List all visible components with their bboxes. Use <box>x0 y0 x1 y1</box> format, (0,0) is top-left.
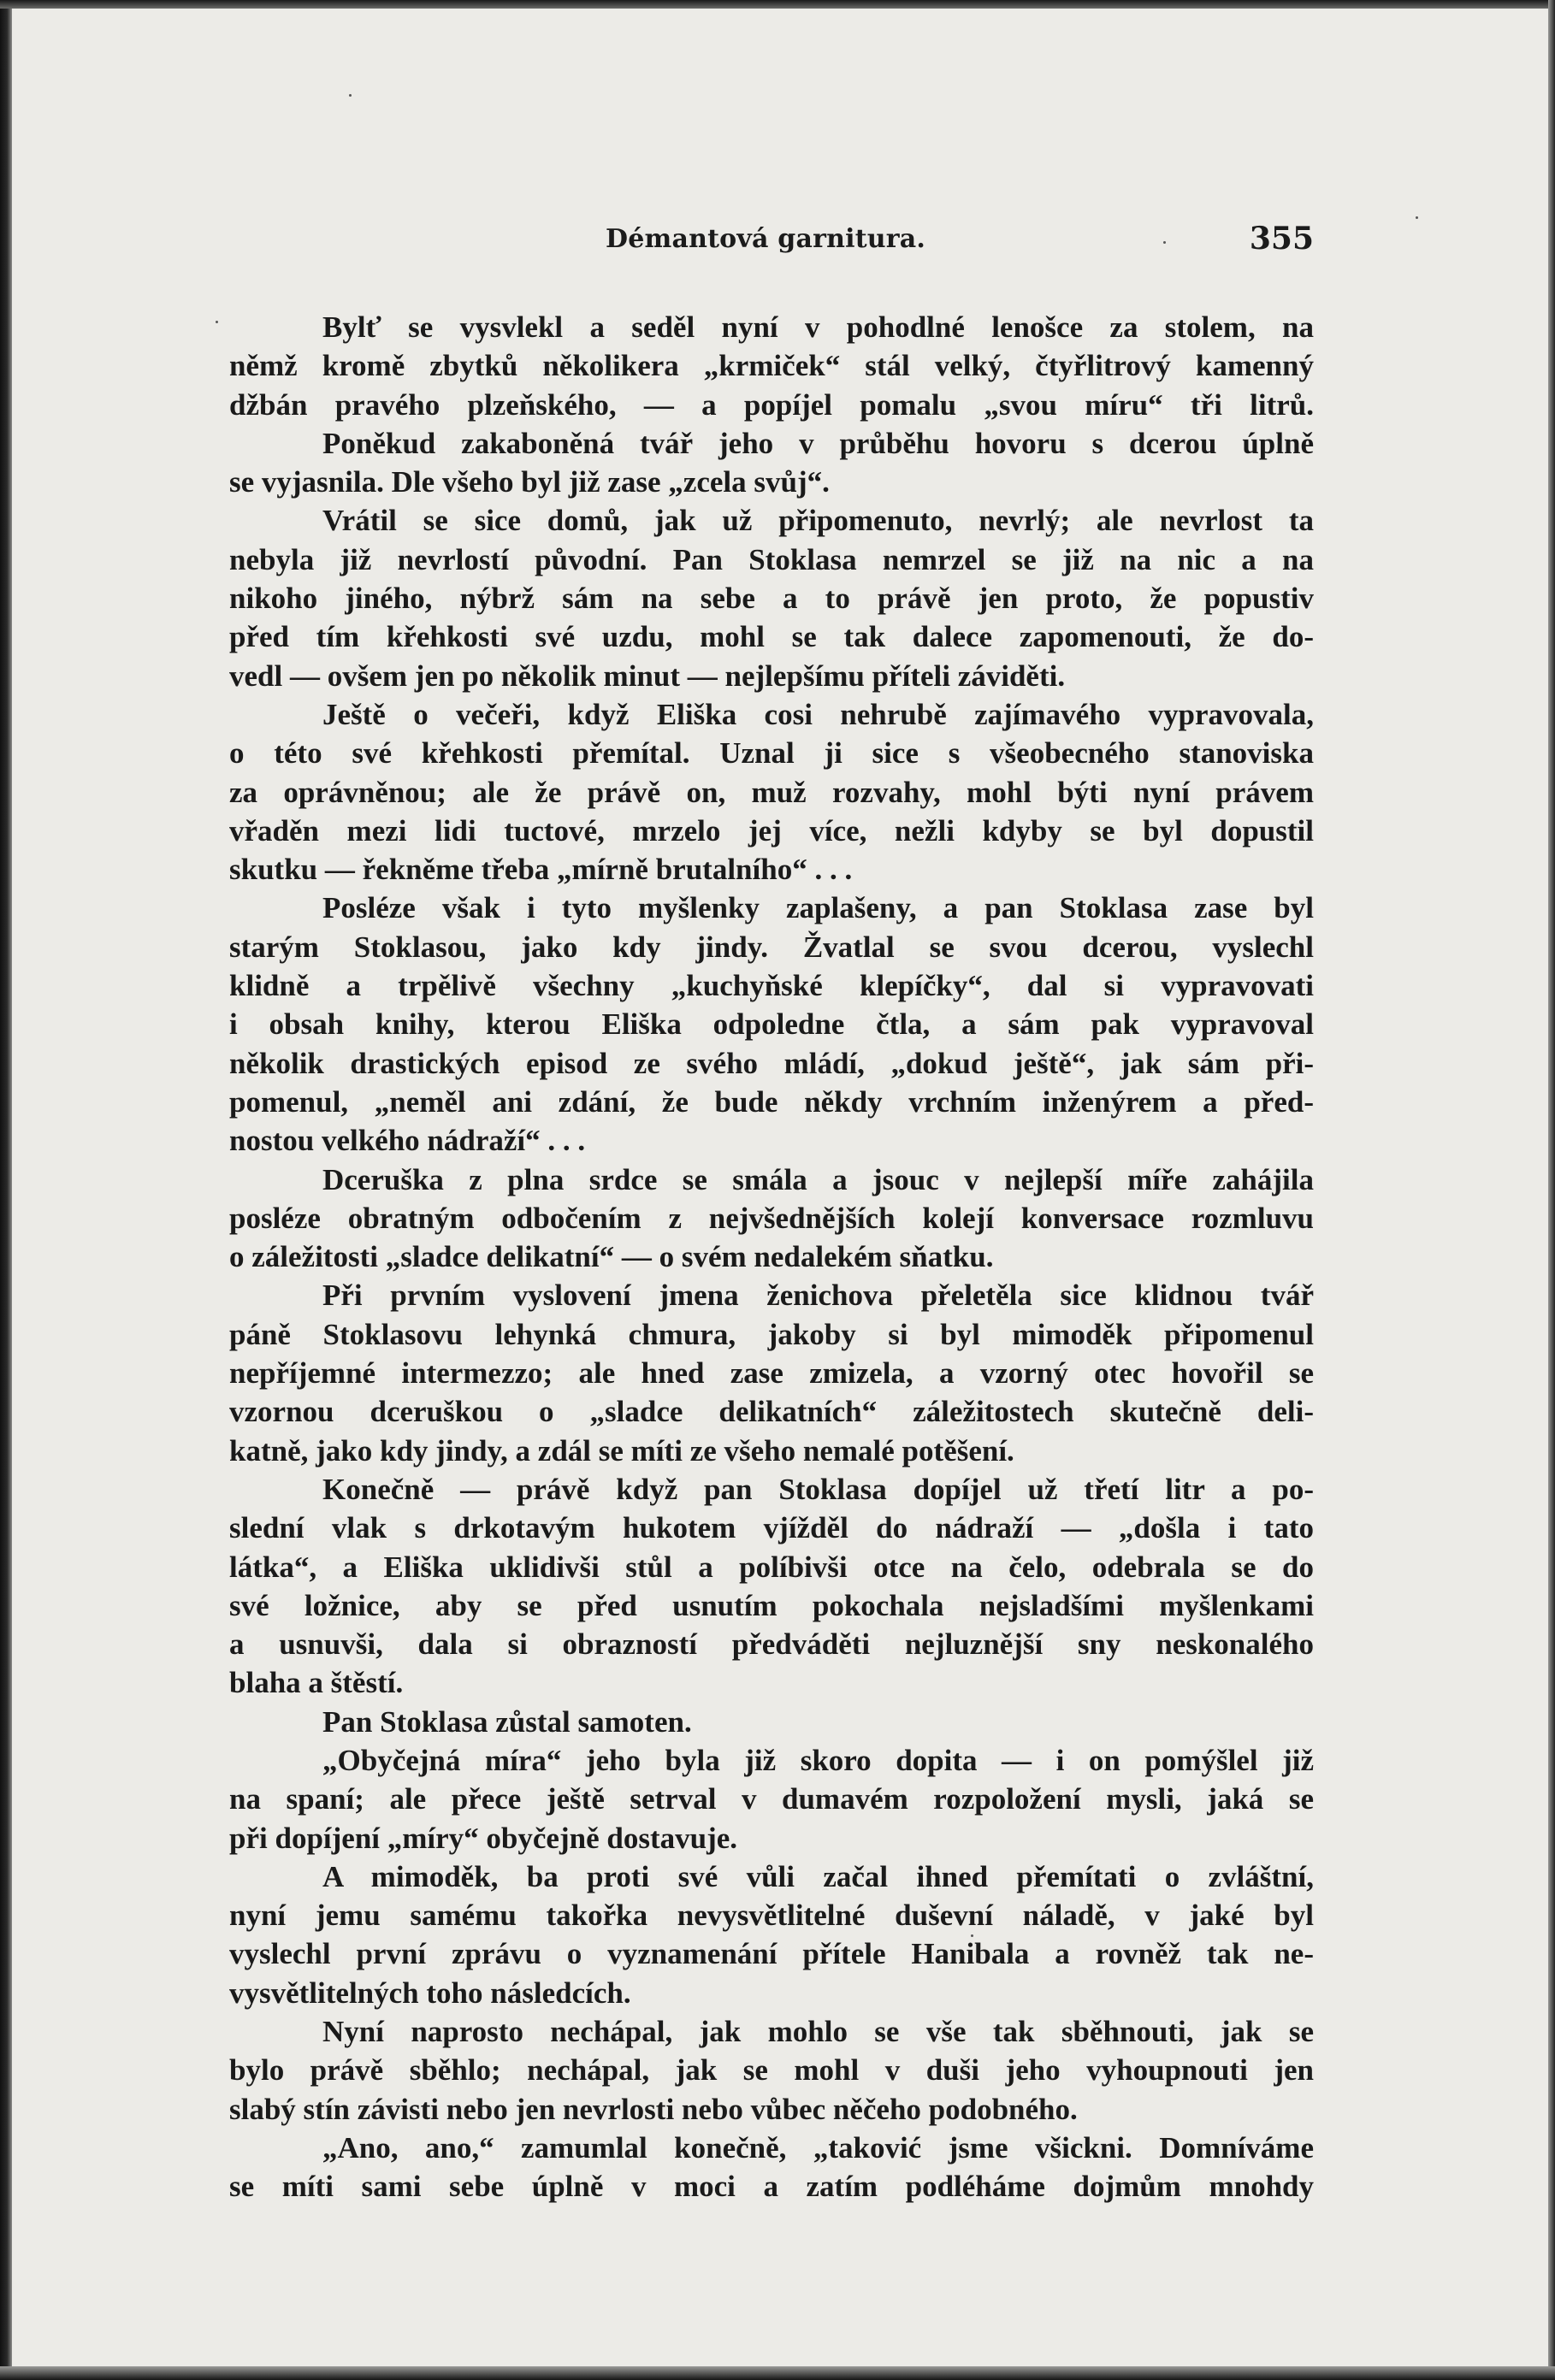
text-line: o záležitosti „sladce delikatní“ — o svém nedalekém sňatku. <box>229 1240 994 1274</box>
text-line: vřaděn mezi lidi tuctové, mrzelo jej více, nežli kdyby se byl dopustil <box>229 813 1314 847</box>
text-line: Poněkud zakaboněná tvář jeho v průběhu hovoru s dcerou úplně <box>322 426 1314 460</box>
text-line: látka“, a Eliška uklidivši stůl a políbivši otce na čelo, odebrala se do <box>229 1550 1314 1584</box>
body-text <box>229 308 1314 2204</box>
text-line: a usnuvši, dala si obrazností předváděti nejluznější sny neskonalého <box>229 1627 1314 1662</box>
text-line: nyní jemu samému takořka nevysvětlitelné duševní náladě, v jaké byl <box>229 1899 1314 1933</box>
text-line: páně Stoklasovu lehynká chmura, jakoby si byl mimoděk připomenul <box>229 1317 1314 1351</box>
text-line: při dopíjení „míry“ obyčejně dostavuje. <box>229 1821 738 1855</box>
text-line: vyslechl první zprávu o vyznamenání přítele Hanibala a rovněž tak ne- <box>229 1937 1314 1971</box>
text-line: blaha a štěstí. <box>229 1666 404 1700</box>
text-line: slední vlak s drkotavým hukotem vjížděl do nádraží — „došla i tato <box>229 1511 1314 1545</box>
text-line: němž kromě zbytků několikera „krmiček“ stál velký, čtyřlitrový kamenný <box>229 349 1314 383</box>
text-line: nostou velkého nádraží“ . . . <box>229 1124 586 1158</box>
text-line: se vyjasnila. Dle všeho byl již zase „zcela svůj“. <box>229 465 830 499</box>
text-line: Při prvním vyslovení jmena ženichova přeletěla sice klidnou tvář <box>322 1279 1314 1313</box>
scan-edge-right <box>1548 0 1555 2380</box>
page-number: 355 <box>1249 221 1314 257</box>
text-line: o této své křehkosti přemítal. Uznal ji sice s všeobecného stanoviska <box>229 736 1314 771</box>
text-line: Konečně — právě když pan Stoklasa dopíjel už třetí litr a po- <box>322 1472 1314 1506</box>
text-line: vzornou dceruškou o „sladce delikatních“ záležitostech skutečně deli- <box>229 1395 1314 1429</box>
text-line: nepříjemné intermezzo; ale hned zase zmizela, a vzorný otec hovořil se <box>229 1356 1314 1391</box>
text-line: „Obyčejná míra“ jeho byla již skoro dopita — i on pomýšlel již <box>322 1743 1314 1777</box>
text-line: slabý stín závisti nebo jen nevrlosti nebo vůbec něčeho podobného. <box>229 2092 1078 2126</box>
text-line: posléze obratným odbočením z nejvšednějších kolejí konversace rozmluvu <box>229 1201 1314 1235</box>
text-line: džbán pravého plzeňského, — a popíjel pomalu „svou míru“ tři litrů. <box>229 387 1314 422</box>
text-line: na spaní; ale přece ještě setrval v dumavém rozpoložení mysli, jaká se <box>229 1782 1314 1816</box>
page-header <box>229 221 1314 267</box>
text-line: za oprávněnou; ale že právě on, muž rozvahy, mohl býti nyní právem <box>229 775 1314 809</box>
text-line: Pan Stoklasa zůstal samoten. <box>322 1704 692 1739</box>
text-line: své ložnice, aby se před usnutím pokochala nejsladšími myšlenkami <box>229 1588 1314 1622</box>
text-line: starým Stoklasou, jako kdy jindy. Žvatlal se svou dcerou, vyslechl <box>229 930 1314 964</box>
text-line: skutku — řekněme třeba „mírně brutalního“ . . . <box>229 853 853 887</box>
text-line: nebyla již nevrlostí původní. Pan Stoklasa nemrzel se již na nic a na <box>229 542 1314 576</box>
text-line: vysvětlitelných toho následcích. <box>229 1975 631 2010</box>
text-line: nikoho jiného, nýbrž sám na sebe a to právě jen proto, že popustiv <box>229 582 1314 616</box>
text-line: bylo právě sběhlo; nechápal, jak se mohl v duši jeho vyhoupnouti jen <box>229 2053 1314 2088</box>
text-line: Posléze však i tyto myšlenky zaplašeny, a pan Stoklasa zase byl <box>322 891 1314 925</box>
text-line: Dceruška z plna srdce se smála a jsouc v nejlepší míře zahájila <box>322 1162 1314 1196</box>
text-line: se míti sami sebe úplně v moci a zatím podléháme dojmům mnohdy <box>229 2170 1314 2204</box>
text-line: klidně a trpělivě všechny „kuchyňské klepíčky“, dal si vypravovati <box>229 969 1314 1003</box>
text-line: Vrátil se sice domů, jak už připomenuto, nevrlý; ale nevrlost ta <box>322 504 1314 538</box>
text-line: pomenul, „neměl ani zdání, že bude někdy vrchním inženýrem a před- <box>229 1084 1314 1119</box>
text-line: „Ano, ano,“ zamumlal konečně, „taković jsme všickni. Domníváme <box>322 2130 1314 2164</box>
scan-edge-top <box>0 0 1555 9</box>
text-line: Bylť se vysvlekl a seděl nyní v pohodlné lenošce za stolem, na <box>322 310 1314 344</box>
text-line: katně, jako kdy jindy, a zdál se míti ze všeho nemalé potěšení. <box>229 1433 1014 1468</box>
text-line: Ještě o večeři, když Eliška cosi nehrubě zajímavého vypravovala, <box>322 697 1314 731</box>
text-line: před tím křehkosti své uzdu, mohl se tak dalece zapomenouti, že do- <box>229 620 1314 654</box>
dust-speck <box>349 94 352 97</box>
scan-edge-left <box>0 0 12 2380</box>
dust-speck <box>1416 216 1418 219</box>
running-title: Démantová garnitura. <box>606 224 926 254</box>
text-line: i obsah knihy, kterou Eliška odpoledne čtla, a sám pak vypravoval <box>229 1007 1314 1042</box>
scan-edge-bottom <box>0 2366 1555 2380</box>
text-line: Nyní naprosto nechápal, jak mohlo se vše tak sběhnouti, jak se <box>322 2015 1314 2049</box>
text-line: A mimoděk, ba proti své vůli začal ihned přemítati o zvláštní, <box>322 1859 1314 1893</box>
text-line: vedl — ovšem jen po několik minut — nejlepšímu příteli záviděti. <box>229 658 1066 693</box>
dust-speck <box>216 321 218 323</box>
text-line: několik drastických episod ze svého mládí, „dokud ještě“, jak sám při- <box>229 1046 1314 1080</box>
